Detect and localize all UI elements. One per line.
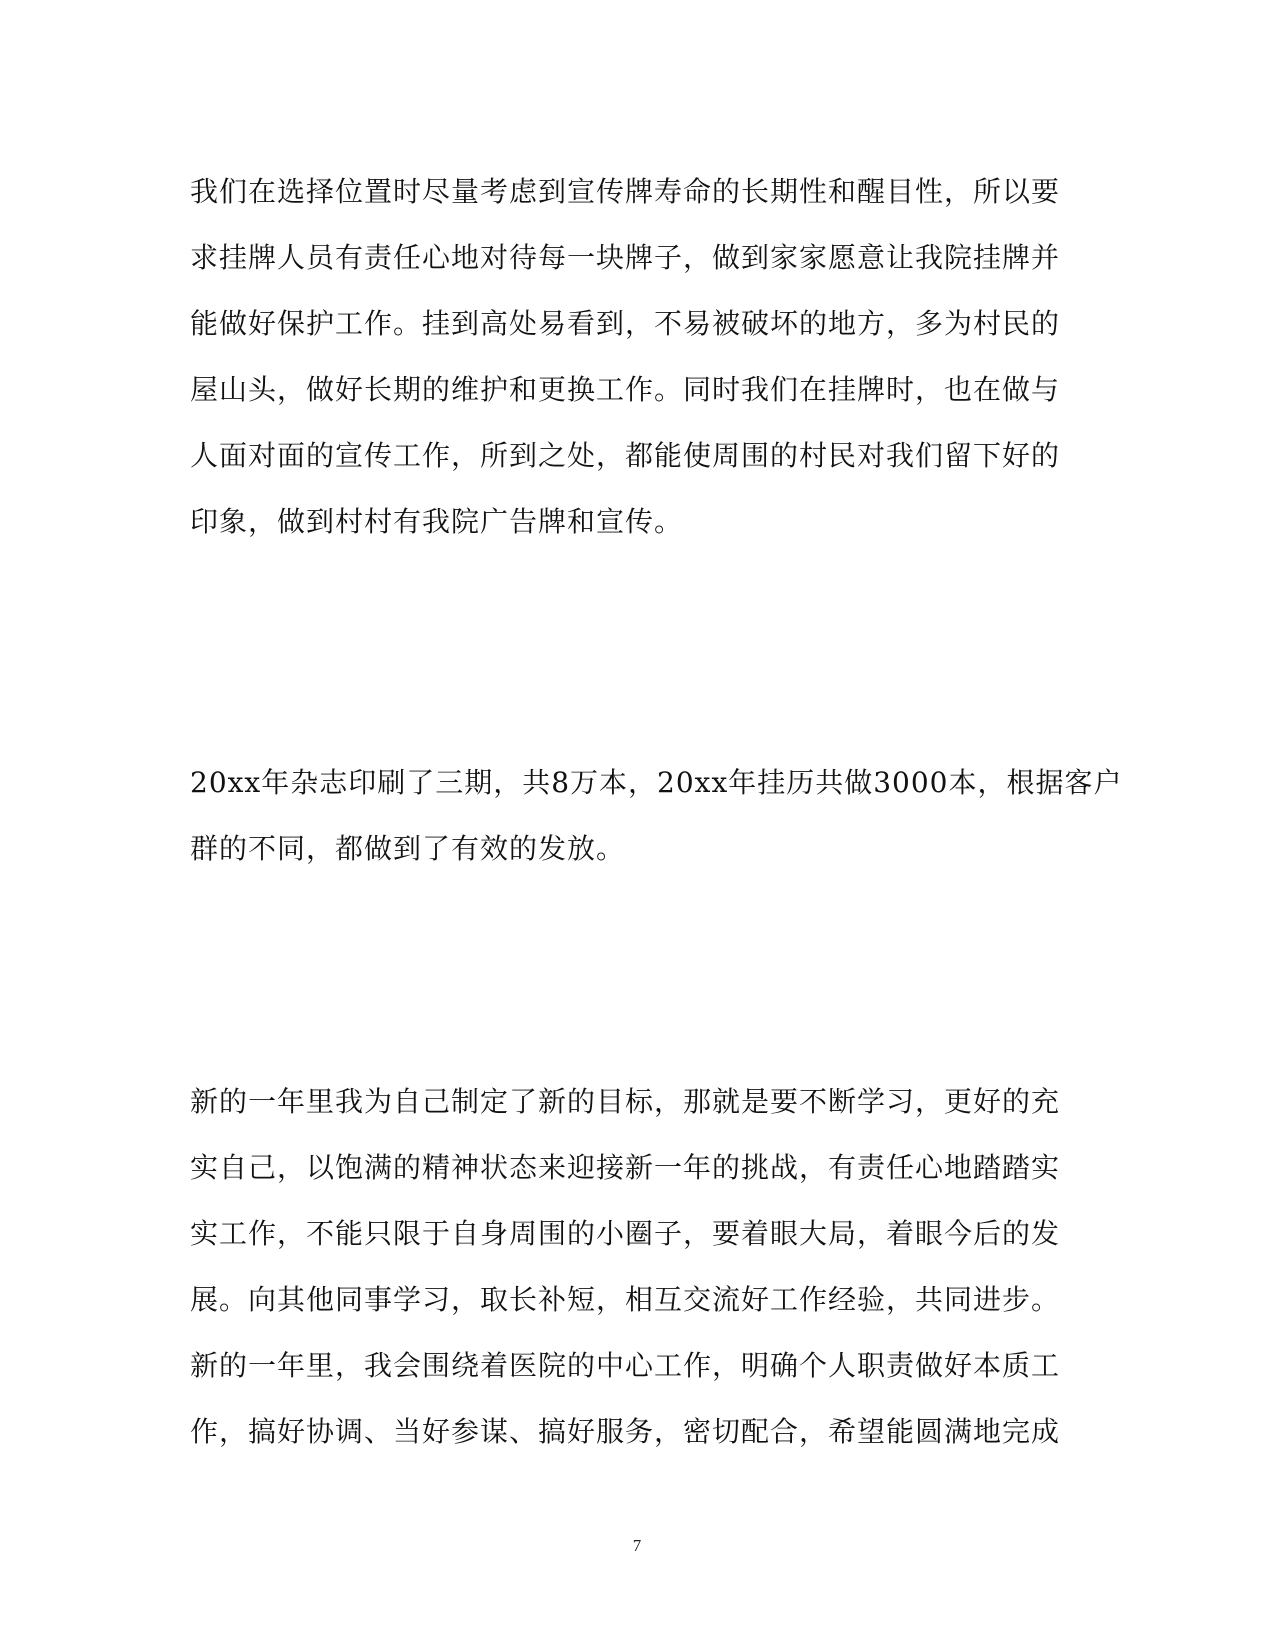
paragraph-line: 人面对面的宣传工作，所到之处，都能使周围的村民对我们留下好的 bbox=[190, 439, 1061, 472]
page-number: 7 bbox=[632, 1536, 642, 1555]
paragraph-line: 新的一年里，我会围绕着医院的中心工作，明确个人职责做好本质工 bbox=[190, 1349, 1061, 1382]
paragraph-line: 实工作，不能只限于自身周围的小圈子，要着眼大局，着眼今后的发 bbox=[190, 1217, 1061, 1250]
paragraph-line: 实自己，以饱满的精神状态来迎接新一年的挑战，有责任心地踏踏实 bbox=[190, 1151, 1061, 1184]
paragraph-line: 求挂牌人员有责任心地对待每一块牌子，做到家家愿意让我院挂牌并 bbox=[190, 241, 1061, 274]
paragraph-line: 新的一年里我为自己制定了新的目标，那就是要不断学习，更好的充 bbox=[190, 1085, 1061, 1118]
paragraph-line: 印象，做到村村有我院广告牌和宣传。 bbox=[190, 505, 684, 538]
paragraph-line: 作，搞好协调、当好参谋、搞好服务，密切配合，希望能圆满地完成 bbox=[190, 1415, 1061, 1448]
paragraph-publications bbox=[190, 750, 1123, 882]
paragraph-line: 我们在选择位置时尽量考虑到宣传牌寿命的长期性和醒目性，所以要 bbox=[190, 175, 1061, 208]
paragraph-line: 屋山头，做好长期的维护和更换工作。同时我们在挂牌时，也在做与 bbox=[190, 373, 1061, 406]
paragraph-line: 展。向其他同事学习，取长补短，相互交流好工作经验，共同进步。 bbox=[190, 1283, 1061, 1316]
paragraph-line: 20xx年杂志印刷了三期，共8万本，20xx年挂历共做3000本，根据客户 bbox=[190, 766, 1123, 799]
paragraph-line: 群的不同，都做到了有效的发放。 bbox=[190, 832, 626, 865]
paragraph-line: 能做好保护工作。挂到高处易看到，不易被破坏的地方，多为村民的 bbox=[190, 307, 1061, 340]
paragraph-new-year-goals bbox=[190, 1069, 1070, 1465]
paragraph-signage bbox=[190, 159, 1070, 555]
